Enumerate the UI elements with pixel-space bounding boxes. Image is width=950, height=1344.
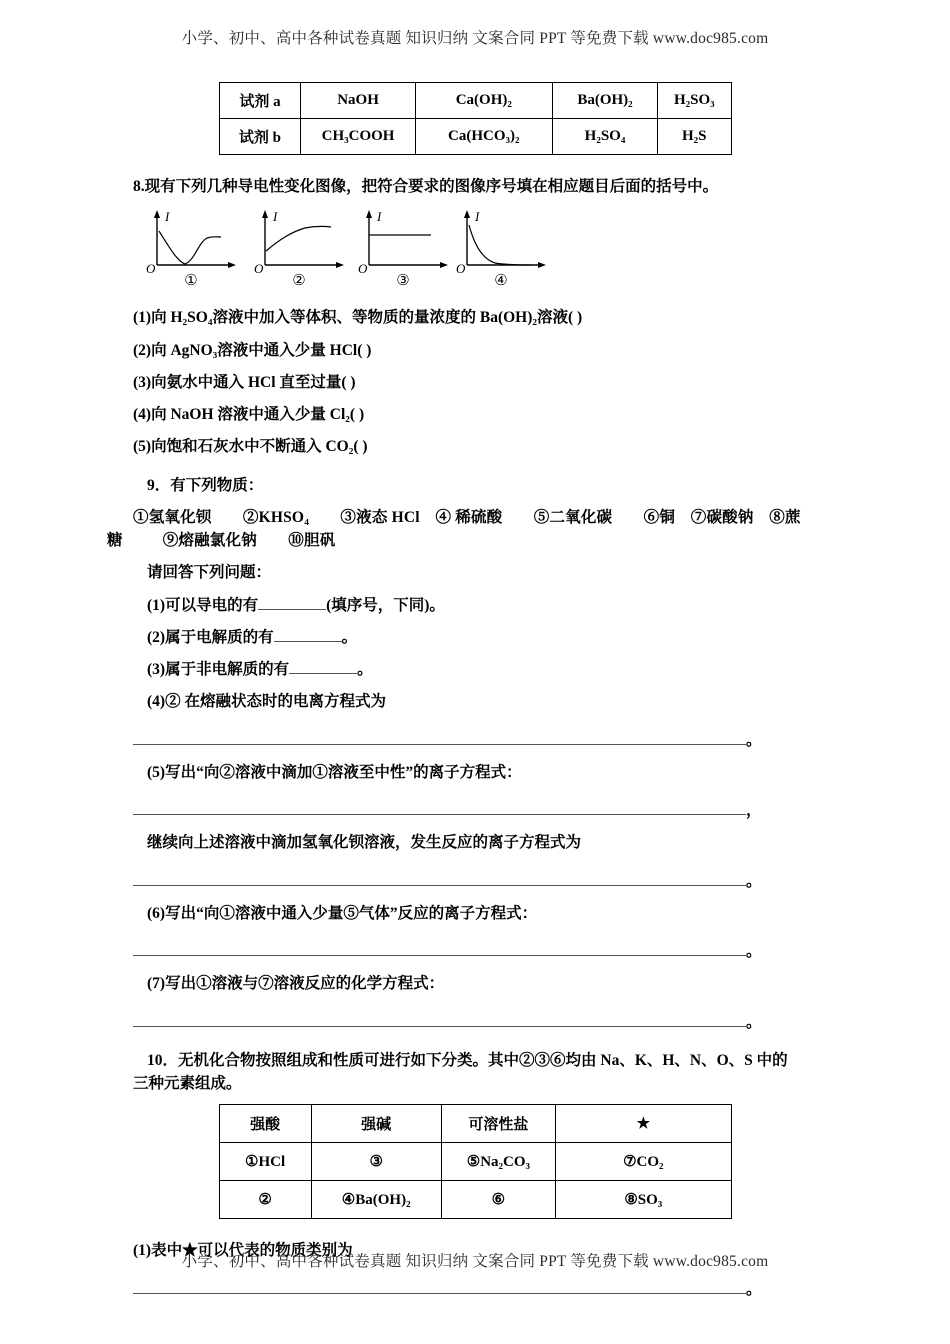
question-9-sub-5-continued: 继续向上述溶液中滴加氢氧化钡溶液，发生反应的离子方程式为: [147, 834, 582, 852]
reagent-a-cell-3: Ba(OH)₂: [552, 83, 657, 119]
question-9-sub-7: (7)写出①溶液与⑦溶液反应的化学方程式：: [147, 975, 445, 993]
graph-3: [355, 207, 451, 293]
question-10-sub-1-answer-line: [133, 1278, 817, 1301]
question-9-prompt: 请回答下列问题：: [147, 564, 272, 582]
line-terminator: 。: [746, 943, 762, 960]
line-terminator: 。: [746, 731, 762, 749]
answer-blank[interactable]: [133, 801, 746, 815]
graph-1-label: ①: [184, 273, 198, 290]
cell-r1-c4: ⑦CO₂: [556, 1143, 731, 1181]
question-9-sub-7-answer-line: [133, 1011, 817, 1034]
svg-text:I: I: [475, 209, 480, 225]
svg-text:O: O: [146, 261, 156, 274]
question-9-substances-rest: ⑨熔融氯化钠 ⑩胆矾: [162, 532, 336, 549]
question-10-sub-1: (1)表中★可以代表的物质类别为: [133, 1242, 353, 1260]
answer-blank[interactable]: [133, 1279, 746, 1293]
header-soluble-salt: 可溶性盐: [441, 1105, 555, 1143]
question-9-sub-2: [133, 626, 817, 649]
question-9-substances-line-1: ①氢氧化钡 ②KHSO₄ ③液态 HCl ④ 稀硫酸 ⑤二氧化碳 ⑥铜 ⑦碳酸钠 ⑧蔗: [133, 508, 801, 526]
svg-text:O: O: [254, 261, 264, 274]
reagent-b-cell-2: Ca(HCO₃)₂: [415, 119, 552, 155]
line-terminator: 。: [746, 1013, 762, 1031]
question-9-sub-5-cont-answer-line: [133, 870, 817, 893]
header-star: ★: [556, 1105, 731, 1143]
question-8-item-2: (2)向 AgNO₃溶液中通入少量 HCl( ): [133, 341, 372, 359]
graph-1-svg: [143, 207, 239, 273]
svg-text:I: I: [165, 209, 170, 225]
graph-2: [251, 207, 347, 293]
table-row: [219, 1143, 731, 1181]
question-9-sub-5: (5)写出“向②溶液中滴加①溶液至中性”的离子方程式：: [147, 763, 522, 781]
answer-blank[interactable]: [133, 730, 746, 744]
wrap-character: 糖: [107, 532, 123, 549]
header-strong-base: 强碱: [311, 1105, 441, 1143]
sub-2-text-after: 。: [341, 628, 358, 646]
reagent-b-label: 试剂 b: [219, 119, 301, 155]
reagent-a-label: 试剂 a: [219, 83, 301, 119]
table-row: [219, 83, 731, 119]
reagent-a-cell-4: H₂SO₃: [658, 83, 731, 119]
graph-4: [453, 207, 549, 293]
reagent-b-cell-3: H₂SO₄: [552, 119, 657, 155]
page-content: [107, 82, 817, 1301]
question-8-stem: 8.现有下列几种导电性变化图像，把符合要求的图像序号填在相应题目后面的括号中。: [133, 178, 719, 195]
question-8-item-1: (1)向 H₂SO₄溶液中加入等体积、等物质的量浓度的 Ba(OH)₂溶液( ): [133, 309, 583, 327]
conductivity-graphs: [133, 207, 817, 297]
table-row: [219, 1181, 731, 1219]
cell-r1-c3: ⑤Na₂CO₃: [441, 1143, 555, 1181]
header-strong-acid: 强酸: [219, 1105, 311, 1143]
graph-2-label: ②: [292, 273, 306, 290]
reagent-a-cell-2: Ca(OH)₂: [415, 83, 552, 119]
question-9-sub-1: [133, 594, 817, 617]
answer-blank[interactable]: [258, 595, 326, 609]
question-9-sub-4: (4)② 在熔融状态时的电离方程式为: [147, 693, 386, 711]
line-terminator: 。: [746, 1280, 762, 1298]
question-8-item-3: (3)向氨水中通入 HCl 直至过量( ): [133, 373, 356, 391]
answer-blank[interactable]: [133, 942, 746, 956]
sub-2-text-before: (2)属于电解质的有: [147, 628, 274, 646]
cell-r1-c2: ③: [311, 1143, 441, 1181]
line-terminator: ，: [746, 802, 762, 819]
cell-r2-c2: ④Ba(OH)₂: [311, 1181, 441, 1219]
cell-r2-c3: ⑥: [441, 1181, 555, 1219]
question-10-stem-line-1: 10．无机化合物按照组成和性质可进行如下分类。其中②③⑥均由 Na、K、H、N、O、S 中的: [147, 1051, 788, 1069]
sub-3-text-before: (3)属于非电解质的有: [147, 661, 290, 678]
header-watermark: 小学、初中、高中各种试卷真题 知识归纳 文案合同 PPT 等免费下载 www.doc985.com: [181, 30, 769, 47]
sub-1-text-before: (1)可以导电的有: [147, 596, 259, 614]
graph-3-label: ③: [396, 273, 410, 290]
reagents-table: [219, 82, 732, 155]
graph-4-label: ④: [494, 273, 508, 290]
table-row: [219, 119, 731, 155]
footer-watermark: 小学、初中、高中各种试卷真题 知识归纳 文案合同 PPT 等免费下载 www.doc985.com: [181, 1253, 769, 1270]
question-10-stem-line-2: 三种元素组成。: [133, 1075, 242, 1092]
reagent-b-cell-4: H₂S: [658, 119, 731, 155]
graph-1: [143, 207, 239, 293]
question-9-stem: 9．有下列物质：: [147, 476, 264, 494]
sub-1-text-after: (填序号，下同)。: [326, 596, 445, 614]
reagent-a-cell-1: NaOH: [301, 83, 415, 119]
graph-2-svg: [251, 207, 347, 273]
question-9-substances-line-2: [107, 529, 817, 552]
sub-3-text-after: 。: [357, 661, 373, 678]
question-8-item-5: (5)向饱和石灰水中不断通入 CO₂( ): [133, 438, 368, 456]
question-8-item-4: (4)向 NaOH 溶液中通入少量 Cl₂( ): [133, 406, 365, 423]
svg-text:O: O: [456, 261, 466, 274]
question-9-sub-4-answer-line: [133, 729, 817, 752]
table-header-row: [219, 1105, 731, 1143]
answer-blank[interactable]: [274, 628, 342, 642]
cell-r1-c1: ①HCl: [219, 1143, 311, 1181]
svg-text:I: I: [377, 209, 382, 225]
classification-table: [219, 1104, 732, 1219]
reagent-b-cell-1: CH₃COOH: [301, 119, 415, 155]
svg-text:O: O: [358, 261, 368, 274]
answer-blank[interactable]: [133, 1012, 746, 1026]
cell-r2-c1: ②: [219, 1181, 311, 1219]
answer-blank[interactable]: [133, 871, 746, 885]
answer-blank[interactable]: [289, 660, 357, 674]
line-terminator: 。: [746, 872, 762, 890]
question-9-sub-3: [133, 658, 817, 681]
question-9-sub-6: (6)写出“向①溶液中通入少量⑤气体”反应的离子方程式：: [147, 904, 538, 922]
question-9-sub-5-answer-line: [133, 799, 817, 822]
cell-r2-c4: ⑧SO₃: [556, 1181, 731, 1219]
graph-4-svg: [453, 207, 549, 273]
question-9-sub-6-answer-line: [133, 940, 817, 963]
graph-3-svg: [355, 207, 451, 273]
svg-text:I: I: [273, 209, 278, 225]
